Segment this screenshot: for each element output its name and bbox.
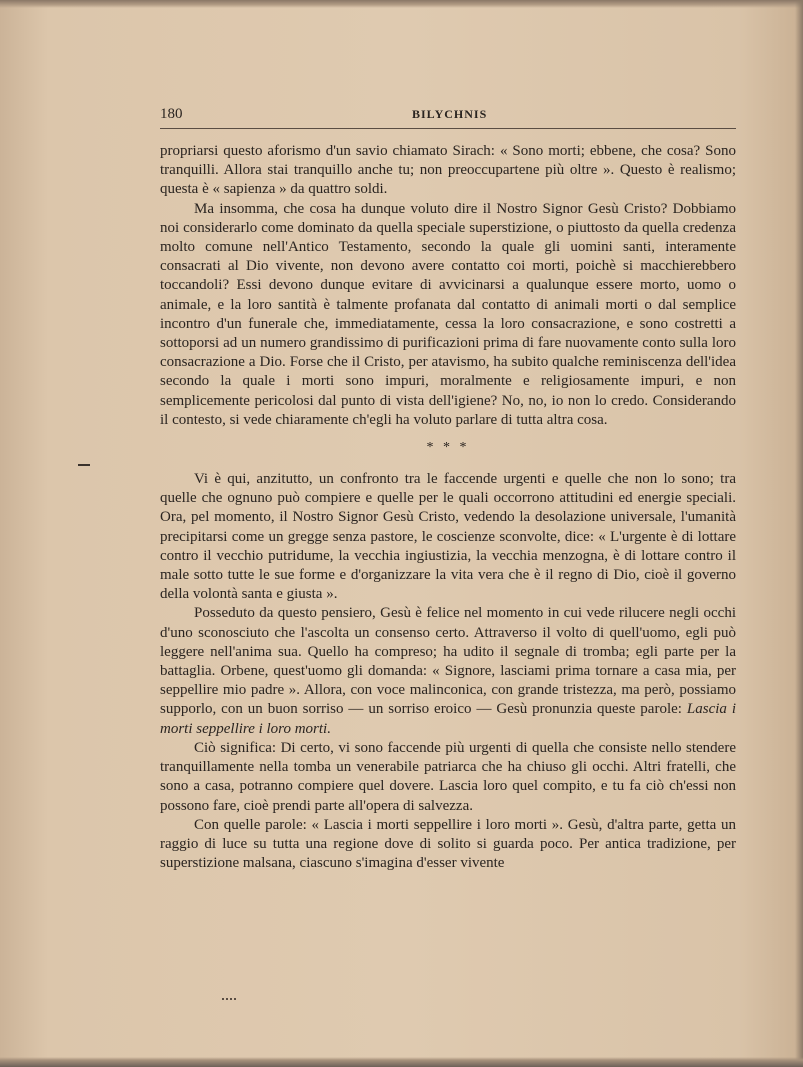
paragraph: Vi è qui, anzitutto, un confronto tra le faccende urgenti e quelle che non lo sono; tra quelle che ognuno può compiere e quelle per le quali occorrono attitudini ed energie speciali. Ora, pel momento, il Nostro Signor Gesù Cristo, vedendo la desolazione universale, l'umanità precipitarsi come un gregge senza pastore, le coscienze sconvolte, dice: « L'urgente è di lottare contro il vecchio putridume, la vecchia ingiustizia, la vecchia menzogna, è di lottare contro il male sotto tutte le sue forme e d'organizzare la vita vera che è il regno di Dio, cioè il governo della volontà santa e giusta ». <box>160 471 736 603</box>
page-number: 180 <box>160 106 183 122</box>
stray-dots <box>222 998 236 1002</box>
margin-mark <box>78 464 90 466</box>
paragraph <box>160 604 736 738</box>
page-top-edge <box>0 0 803 8</box>
paragraph-text: Posseduto da questo pensiero, Gesù è felice nel momento in cui vede rilucere negli occhi d'uno sconosciuto che l'ascolta un consenso certo. Attraverso il volto di quell'uomo, egli può leggere nell'anima sua. Quello ha compreso; ha udito il segnale di tromba; egli parte per la battaglia. Orbene, quest'uomo gli domanda: « Signore, lasciami prima tornare a casa mia, per seppellire mio padre ». Allora, con voce malinconica, con grande tristezza, ma però, possiamo supporlo, con un buon sorriso — un sorriso eroico — Gesù pronunzia queste parole: <box>160 605 736 718</box>
body-text <box>160 142 736 873</box>
italic-quote: Lascia i morti seppellire i loro morti. <box>160 701 736 737</box>
page-right-edge <box>795 0 803 1067</box>
paragraph: Ciò significa: Di certo, vi sono faccende più urgenti di quella che consiste nello stendere tranquillamente nella tomba un venerabile patriarca che ha chiuso gli occhi. Altri fratelli, che sono a casa, potranno compiere quel dovere. Lascia loro quel compito, e tu fa ciò ch'essi non possono fare, cioè prendi parte all'opera di salvezza. <box>160 739 736 814</box>
paragraph: Con quelle parole: « Lascia i morti seppellire i loro morti ». Gesù, d'altra parte, getta un raggio di luce su tutta una regione dove di solito si guarda poco. Per antica tradizione, per superstizione malsana, ciascuno s'imagina d'esser vivente <box>160 816 736 872</box>
paragraph: Ma insomma, che cosa ha dunque voluto dire il Nostro Signor Gesù Cristo? Dobbiamo noi considerarlo come dominato da quella speciale superstizione, o piuttosto da quella credenza molto comune nell'Antico Testamento, secondo la quale gli uomini santi, interamente consacrati al Dio vivente, non devono avere contatto coi morti, poichè si macchierebbero toccandoli? Essi devono dunque evitare di avvicinarsi a qualunque essere morto, uomo o animale, e la loro santità è talmente profanata dal contatto di animali morti o dal semplice incontro d'un funerale che, immediatamente, cessa la loro consacrazione, e sono costretti a sottoporsi ad un numero grandissimo di purificazioni prima di fare nuovamente conto sulla loro consacrazione a Dio. Forse che il Cristo, per atavismo, ha subito qualche reminiscenza dell'idea secondo la quale i morti sono impuri, moralmente e religiosamente impuri, e non semplicemente pericolosi dal punto di vista dell'igiene? No, no, io non lo credo. Considerando il contesto, si vede chiaramente ch'egli ha voluto parlare di tutta altra cosa. <box>160 200 736 428</box>
running-title: BILYCHNIS <box>412 107 488 121</box>
section-break: * * * <box>426 440 470 456</box>
running-header <box>160 106 736 129</box>
paragraph: propriarsi questo aforismo d'un savio chiamato Sirach: « Sono morti; ebbene, che cosa? Sono tranquilli. Allora stai tranquillo anche tu; non preoccupartene più oltre ». Questo è realismo; questa è « sapienza » da quattro soldi. <box>160 143 736 198</box>
page-bottom-edge <box>0 1057 803 1067</box>
